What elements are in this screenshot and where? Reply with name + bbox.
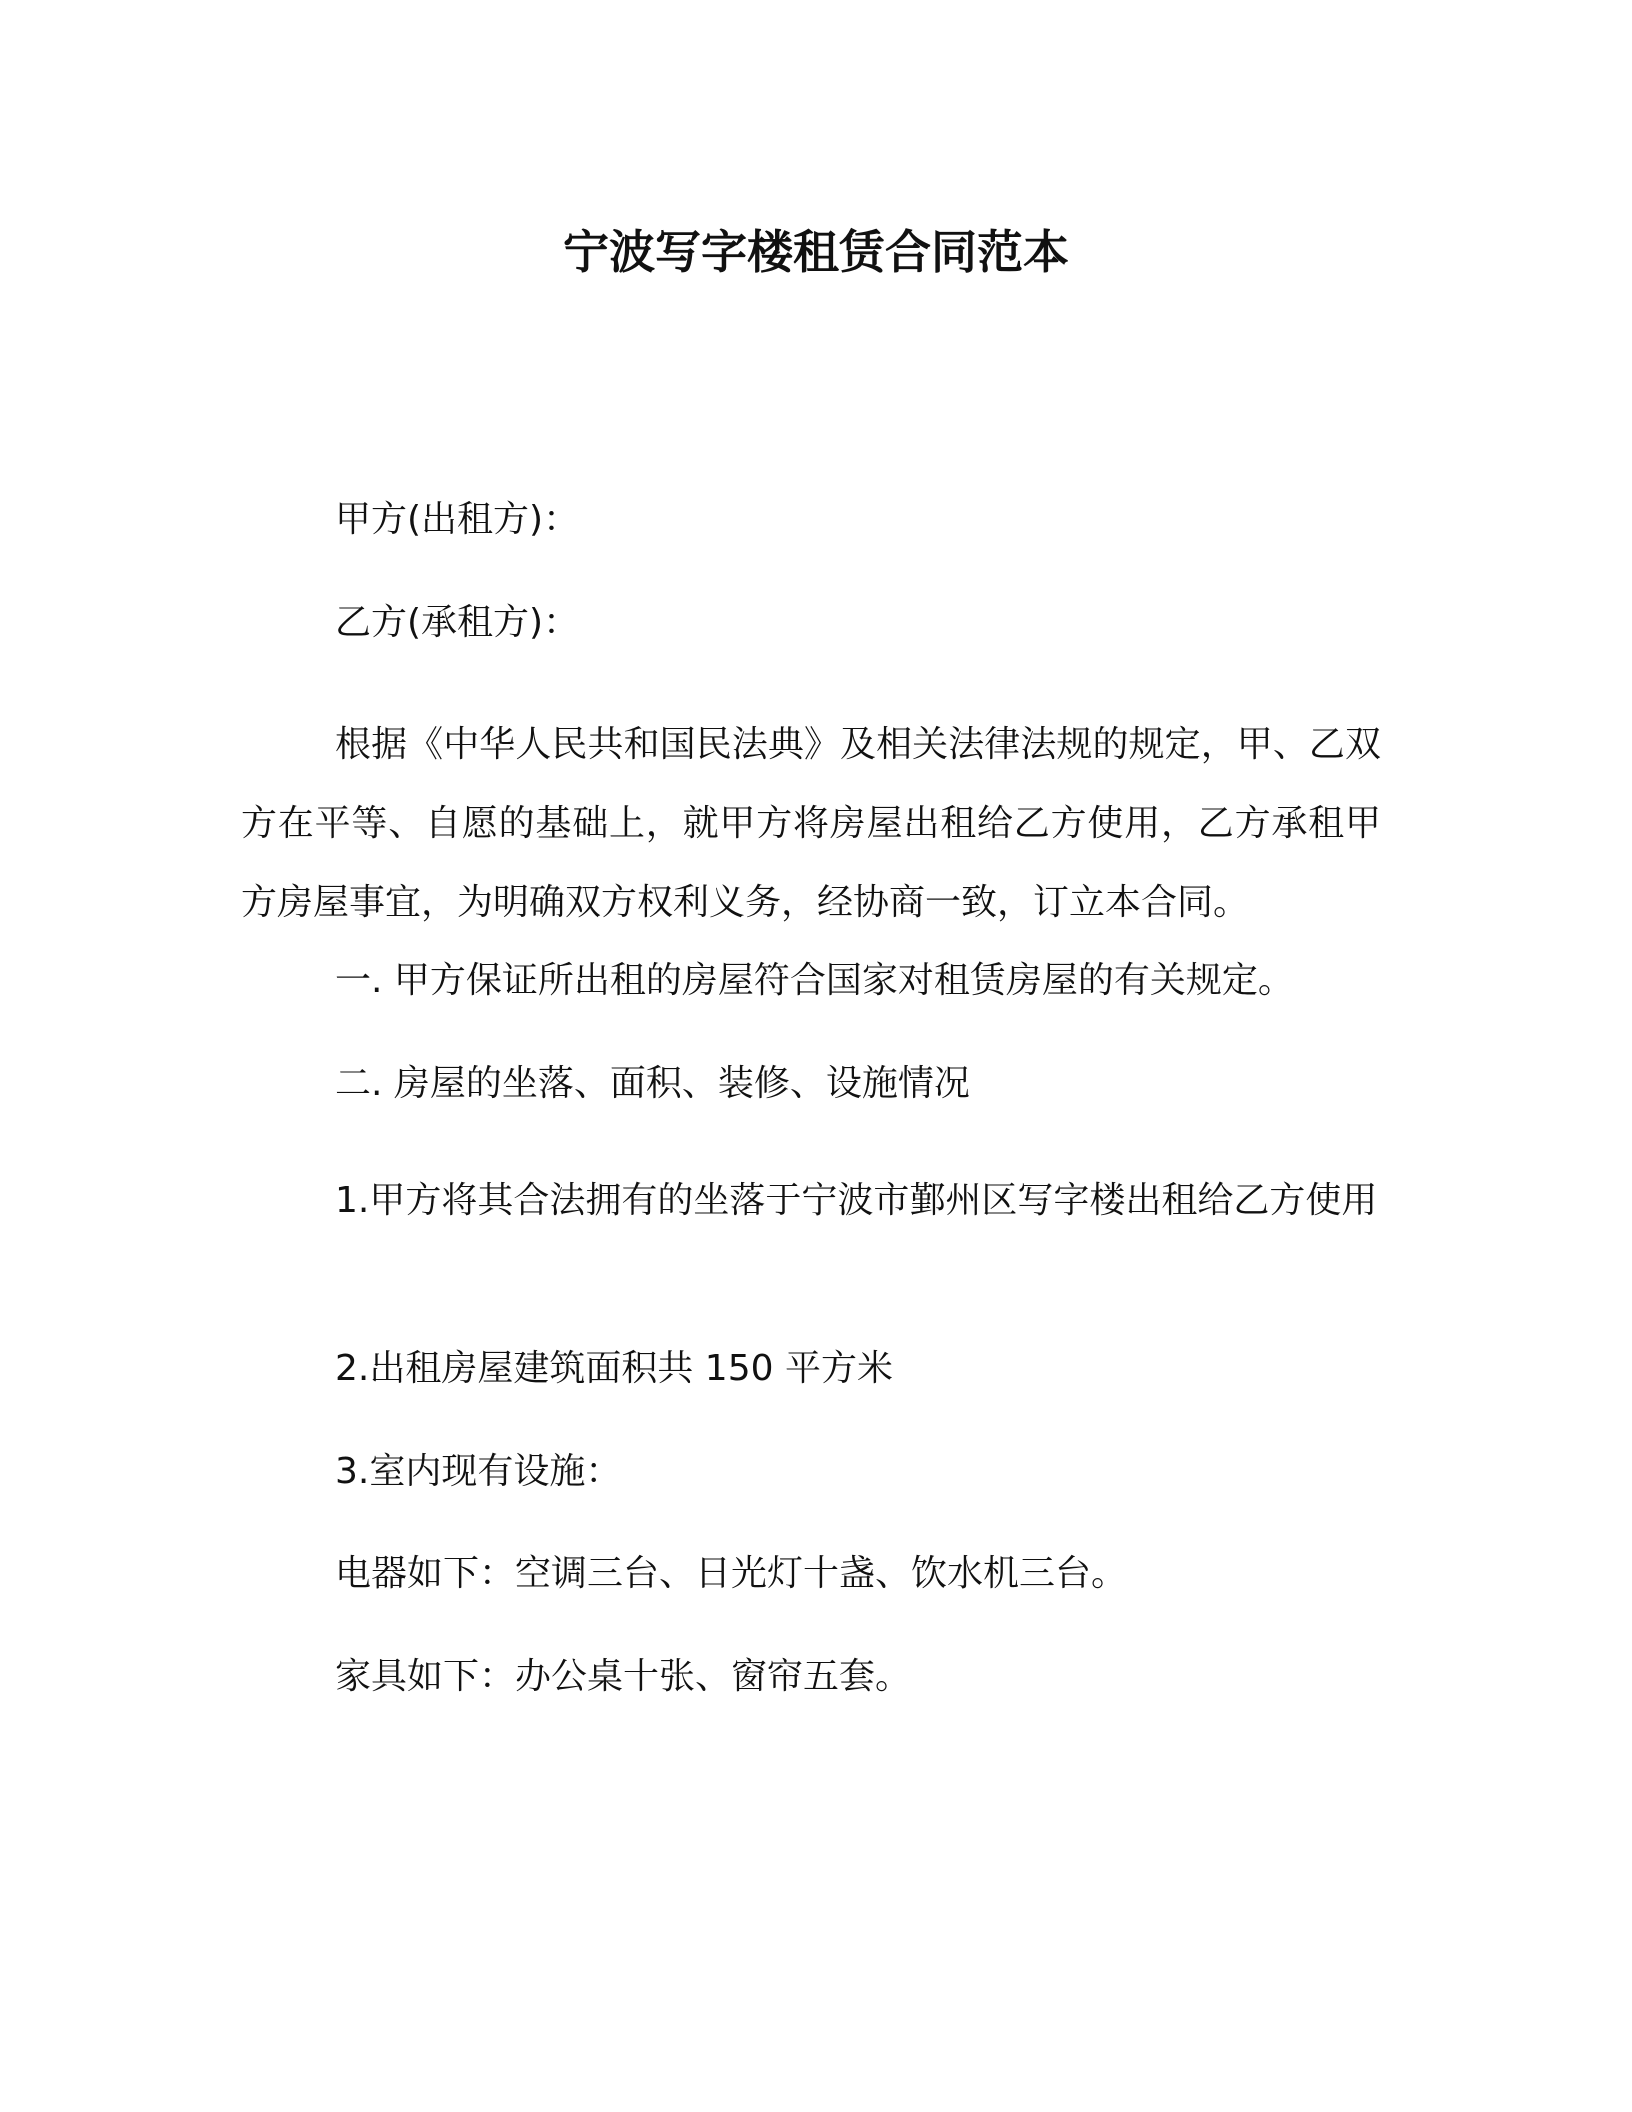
appliances-line: 电器如下：空调三台、日光灯十盏、饮水机三台。 (335, 1553, 1128, 1594)
furniture-line: 家具如下：办公桌十张、窗帘五套。 (335, 1656, 912, 1697)
clause-1: 一. 甲方保证所出租的房屋符合国家对租赁房屋的有关规定。 (335, 960, 1294, 1001)
preamble-paragraph: 根据《中华人民共和国民法典》及相关法律法规的规定，甲、乙双方在平等、自愿的基础上，就甲方将房屋出租给乙方使用，乙方承租甲方房屋事宜，为明确双方权利义务，经协商一致，订立本合同。 (241, 724, 1381, 923)
item-2: 2.出租房屋建筑面积共 150 平方米 (335, 1348, 893, 1389)
document-title: 宁波写字楼租赁合同范本 (563, 225, 1069, 279)
party-b-line: 乙方(承租方)： (335, 602, 580, 643)
item-3: 3.室内现有设施： (335, 1451, 622, 1492)
party-a-line: 甲方(出租方)： (335, 499, 580, 540)
item-1: 1.甲方将其合法拥有的坐落于宁波市鄞州区写字楼出租给乙方使用 (335, 1180, 1378, 1221)
clause-2: 二. 房屋的坐落、面积、装修、设施情况 (335, 1063, 970, 1104)
